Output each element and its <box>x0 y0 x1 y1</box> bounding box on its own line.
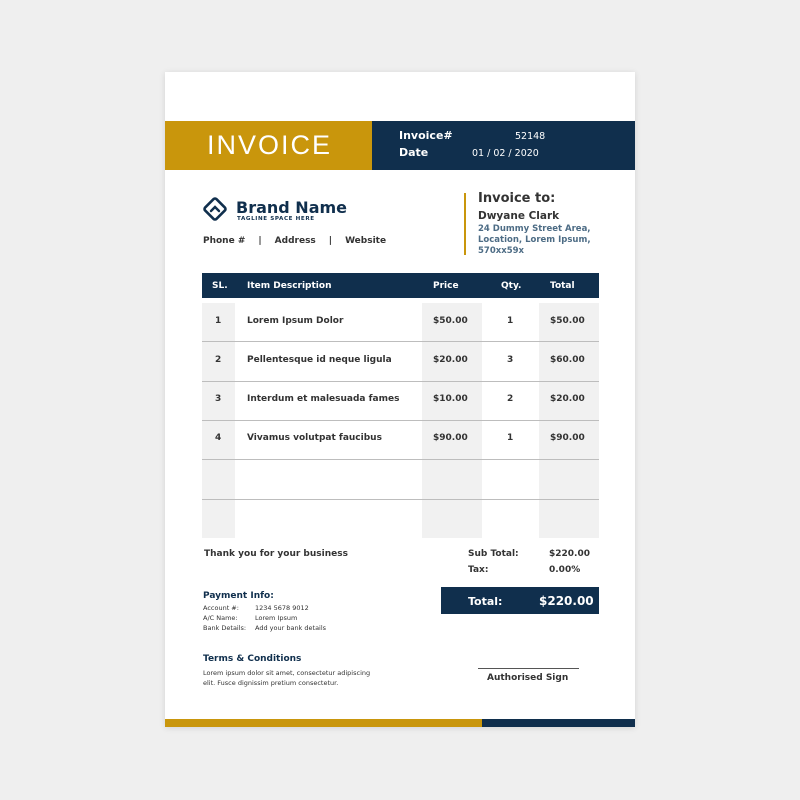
invoice-title: INVOICE <box>207 130 333 160</box>
cell-description: Interdum et malesuada fames <box>247 394 400 404</box>
total-label: Total: <box>468 595 503 608</box>
cell-qty: 1 <box>507 433 514 443</box>
cell-qty: 1 <box>507 316 514 326</box>
invoice-number-value: 52148 <box>515 131 546 142</box>
contact-separator: | <box>258 236 262 246</box>
cell-price: $50.00 <box>433 316 468 326</box>
cell-price: $20.00 <box>433 355 468 365</box>
cell-price: $10.00 <box>433 394 468 404</box>
payment-label: Account #: <box>203 604 239 612</box>
brand-name: Brand Name <box>236 198 348 217</box>
cell-qty: 2 <box>507 394 514 404</box>
cell-description: Lorem Ipsum Dolor <box>247 316 344 326</box>
cell-description: Pellentesque id neque ligula <box>247 355 392 365</box>
payment-label: Bank Details: <box>203 624 247 632</box>
tax-label: Tax: <box>468 565 489 575</box>
items-table <box>202 273 599 538</box>
brand-logo-icon <box>202 196 228 222</box>
payment-value: Lorem Ipsum <box>255 614 298 622</box>
cell-total: $90.00 <box>550 433 585 443</box>
tax-value: 0.00% <box>549 565 581 575</box>
terms-text: Lorem ipsum dolor sit amet, consectetur adipiscing elit. Fusce dignissim pretium consectetur. <box>203 669 371 687</box>
signature-line <box>478 668 579 669</box>
row-divider <box>202 459 599 460</box>
row-divider <box>202 341 599 342</box>
cell-sl: 2 <box>215 355 222 365</box>
recipient-name: Dwyane Clark <box>478 210 560 222</box>
brand-contact-line <box>203 236 386 246</box>
date-value: 01 / 02 / 2020 <box>472 148 539 159</box>
contact-separator: | <box>328 236 333 246</box>
invoice-number-label: Invoice# <box>399 129 453 142</box>
terms-title: Terms & Conditions <box>203 654 302 664</box>
table-header <box>202 273 599 298</box>
thank-you-note: Thank you for your business <box>204 549 348 559</box>
date-label: Date <box>399 146 429 159</box>
cell-total: $50.00 <box>550 316 585 326</box>
subtotal-label: Sub Total: <box>468 549 519 559</box>
footer-gold-bar <box>165 719 482 727</box>
grand-total-box <box>441 587 599 614</box>
recipient-address: 24 Dummy Street Area, Location, Lorem Ipsum, 570xx59x <box>478 224 591 256</box>
header-description: Item Description <box>247 281 332 291</box>
total-value: $220.00 <box>539 594 594 608</box>
header-qty: Qty. <box>501 281 522 291</box>
row-divider <box>202 499 599 500</box>
payment-label: A/C Name: <box>203 614 238 622</box>
cell-price: $90.00 <box>433 433 468 443</box>
footer-navy-bar <box>482 719 635 727</box>
payment-value: Add your bank details <box>255 624 327 632</box>
payment-value: 1234 5678 9012 <box>255 604 309 612</box>
header-total: Total <box>550 281 575 291</box>
invoice-page <box>165 72 635 727</box>
cell-description: Vivamus volutpat faucibus <box>247 433 382 443</box>
address-label: Address <box>274 236 316 246</box>
header-price: Price <box>433 281 459 291</box>
cell-total: $60.00 <box>550 355 585 365</box>
cell-qty: 3 <box>507 355 514 365</box>
cell-total: $20.00 <box>550 394 585 404</box>
cell-sl: 3 <box>215 394 222 404</box>
cell-sl: 1 <box>215 316 222 326</box>
website-label: Website <box>345 236 387 246</box>
row-divider <box>202 420 599 421</box>
phone-label: Phone # <box>203 236 246 246</box>
invoice-to-label: Invoice to: <box>478 191 556 206</box>
brand-tagline: TAGLINE SPACE HERE <box>237 216 315 222</box>
header-sl: SL. <box>212 281 228 291</box>
authorised-sign: Authorised Sign <box>487 673 569 683</box>
subtotal-value: $220.00 <box>549 549 590 559</box>
row-divider <box>202 381 599 382</box>
cell-sl: 4 <box>215 433 222 443</box>
recipient-divider <box>464 193 466 255</box>
payment-info-title: Payment Info: <box>203 591 274 601</box>
